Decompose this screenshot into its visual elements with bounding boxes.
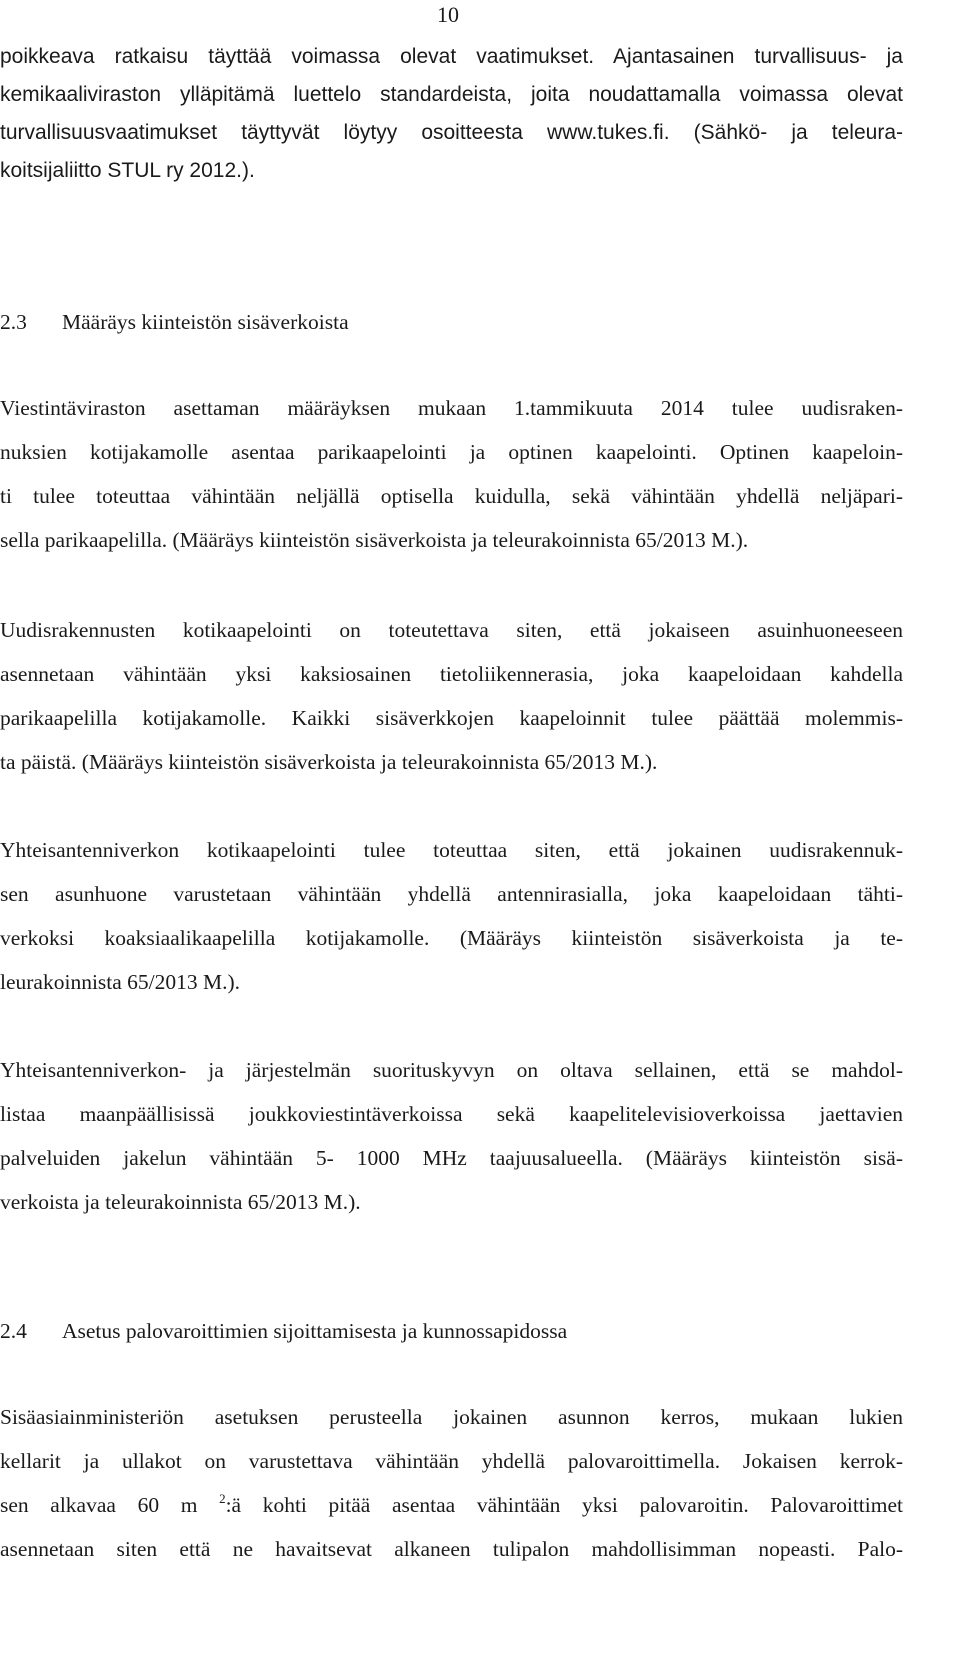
text-line: poikkeava ratkaisu täyttää voimassa olevat vaatimukset. Ajantasainen turvallisuus- ja bbox=[0, 45, 903, 68]
section-number: 2.3 bbox=[0, 310, 27, 334]
paragraph-standards bbox=[0, 38, 960, 190]
text-line: ta päistä. (Määräys kiinteistön sisäverkoista ja teleurakoinnista 65/2013 M.). bbox=[0, 750, 658, 774]
paragraph-home-cabling bbox=[0, 608, 960, 784]
text-line: Uudisrakennusten kotikaapelointi on toteutettava siten, että jokaiseen asuinhuoneeseen bbox=[0, 618, 903, 642]
page-number: 10 bbox=[437, 2, 459, 27]
text-line: verkoksi koaksiaalikaapelilla kotijakamolle. (Määräys kiinteistön sisäverkoista ja te- bbox=[0, 926, 903, 950]
text-line: ti tulee toteuttaa vähintään neljällä optisella kuidulla, sekä vähintään yhdellä neljäpari- bbox=[0, 484, 903, 508]
text-line: listaa maanpäällisissä joukkoviestintäverkoissa sekä kaapelitelevisioverkoissa jaettavien bbox=[0, 1102, 903, 1126]
text-line: palveluiden jakelun vähintään 5- 1000 MHz taajuusalueella. (Määräys kiinteistön sisä- bbox=[0, 1146, 903, 1170]
section-number: 2.4 bbox=[0, 1319, 27, 1343]
text-line: sella parikaapelilla. (Määräys kiinteistön sisäverkoista ja teleurakoinnista 65/2013 M.). bbox=[0, 528, 749, 552]
text-line: verkoista ja teleurakoinnista 65/2013 M.). bbox=[0, 1190, 361, 1214]
text-line: leurakoinnista 65/2013 M.). bbox=[0, 970, 241, 994]
paragraph-antenna-cabling bbox=[0, 828, 960, 1004]
section-heading-2-4 bbox=[0, 1316, 567, 1346]
section-title: Määräys kiinteistön sisäverkoista bbox=[62, 310, 349, 334]
text-line bbox=[0, 1483, 903, 1527]
text-line: parikaapelilla kotijakamolle. Kaikki sisäverkkojen kaapeloinnit tulee päättää molemmis- bbox=[0, 706, 903, 730]
text-line: Sisäasiainministeriön asetuksen perusteella jokainen asunnon kerros, mukaan lukien bbox=[0, 1405, 903, 1429]
text-line: asennetaan siten että ne havaitsevat alkaneen tulipalon mahdollisimman nopeasti. Palo- bbox=[0, 1537, 903, 1561]
text-fragment: sen alkavaa 60 m bbox=[0, 1493, 220, 1517]
text-line: kellarit ja ullakot on varustettava vähintään yhdellä palovaroittimella. Jokaisen kerrok- bbox=[0, 1449, 903, 1473]
text-line: turvallisuusvaatimukset täyttyvät löytyy osoitteesta www.tukes.fi. (Sähkö- ja teleura- bbox=[0, 121, 903, 144]
text-line: asennetaan vähintään yksi kaksiosainen tietoliikennerasia, joka kaapeloidaan kahdella bbox=[0, 662, 903, 686]
section-heading-2-3 bbox=[0, 307, 349, 337]
superscript: 2 bbox=[219, 1491, 226, 1506]
section-title: Asetus palovaroittimien sijoittamisesta ja kunnossapidossa bbox=[62, 1319, 568, 1343]
text-line: Yhteisantenniverkon kotikaapelointi tulee toteuttaa siten, että jokainen uudisrakennuk- bbox=[0, 838, 903, 862]
text-line: nuksien kotijakamolle asentaa parikaapelointi ja optinen kaapelointi. Optinen kaapeloin- bbox=[0, 440, 903, 464]
text-line: kemikaaliviraston ylläpitämä luettelo standardeista, joita noudattamalla voimassa olevat bbox=[0, 83, 903, 106]
paragraph-smoke-alarms bbox=[0, 1395, 960, 1571]
paragraph-antenna-performance bbox=[0, 1048, 960, 1224]
text-line: Viestintäviraston asettaman määräyksen mukaan 1.tammikuuta 2014 tulee uudisraken- bbox=[0, 396, 903, 420]
paragraph-cabling-regulation bbox=[0, 386, 960, 562]
text-fragment: :ä kohti pitää asentaa vähintään yksi palovaroitin. Palovaroittimet bbox=[225, 1493, 903, 1517]
text-line: koitsijaliitto STUL ry 2012.). bbox=[0, 159, 255, 182]
text-line: sen asunhuone varustetaan vähintään yhdellä antennirasialla, joka kaapeloidaan tähti- bbox=[0, 882, 903, 906]
text-line: Yhteisantenniverkon- ja järjestelmän suorituskyvyn on oltava sellainen, että se mahdol- bbox=[0, 1058, 903, 1082]
